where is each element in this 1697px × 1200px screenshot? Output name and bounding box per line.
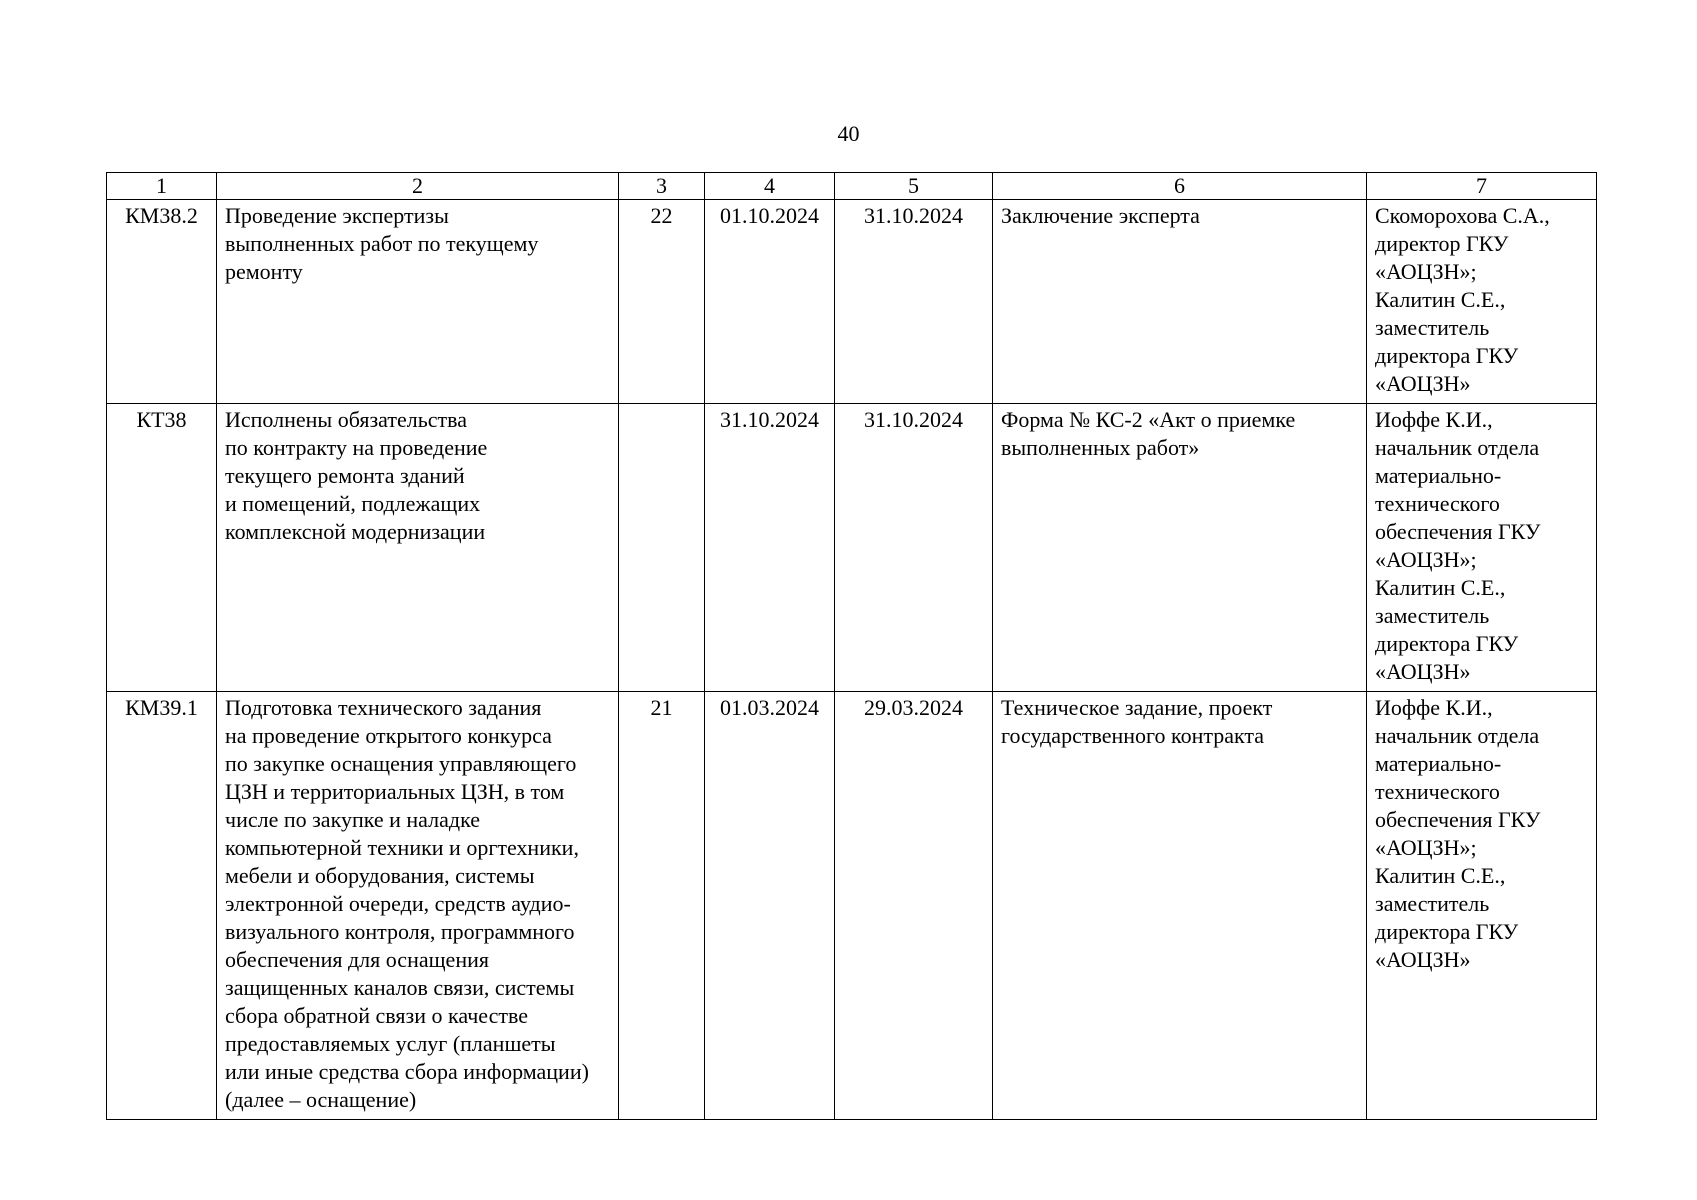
column-header: 7 — [1367, 173, 1597, 200]
table-row — [107, 404, 1597, 692]
cell-code: КТ38 — [107, 404, 217, 692]
cell-responsible: Скоморохова С.А., директор ГКУ «АОЦЗН»; Калитин С.Е., заместитель директора ГКУ «АОЦЗН» — [1367, 200, 1597, 404]
table-row — [107, 692, 1597, 1120]
cell-end-date: 29.03.2024 — [835, 692, 993, 1120]
column-header: 4 — [705, 173, 835, 200]
schedule-table — [106, 172, 1597, 1120]
cell-responsible: Иоффе К.И., начальник отдела материально- технического обеспечения ГКУ «АОЦЗН»; Калитин С.Е., заместитель директора ГКУ «АОЦЗН» — [1367, 404, 1597, 692]
cell-start-date: 01.10.2024 — [705, 200, 835, 404]
page-number: 40 — [837, 121, 860, 146]
column-header: 3 — [619, 173, 705, 200]
table-header-row — [107, 173, 1597, 200]
cell-name: Проведение экспертизы выполненных работ по текущему ремонту — [217, 200, 619, 404]
column-header: 5 — [835, 173, 993, 200]
cell-name: Подготовка технического задания на проведение открытого конкурса по закупке оснащения управляющего ЦЗН и территориальных ЦЗН, в том числе по закупке и наладке компьютерной техники и оргтехники, мебели и оборудования, системы электронной очереди, средств аудио- визуального контроля, программного обеспечения для оснащения защищенных каналов связи, системы сбора обратной связи о качестве предоставляемых услуг (планшеты или иные средства сбора информации) (далее – оснащение) — [217, 692, 619, 1120]
cell-code: КМ38.2 — [107, 200, 217, 404]
cell-code: КМ39.1 — [107, 692, 217, 1120]
cell-duration: 22 — [619, 200, 705, 404]
cell-duration: 21 — [619, 692, 705, 1120]
cell-result: Форма № КС-2 «Акт о приемке выполненных работ» — [993, 404, 1367, 692]
cell-start-date: 01.03.2024 — [705, 692, 835, 1120]
cell-result: Заключение эксперта — [993, 200, 1367, 404]
cell-responsible: Иоффе К.И., начальник отдела материально- технического обеспечения ГКУ «АОЦЗН»; Калитин С.Е., заместитель директора ГКУ «АОЦЗН» — [1367, 692, 1597, 1120]
cell-result: Техническое задание, проект государственного контракта — [993, 692, 1367, 1120]
column-header: 1 — [107, 173, 217, 200]
cell-end-date: 31.10.2024 — [835, 404, 993, 692]
cell-name: Исполнены обязательства по контракту на проведение текущего ремонта зданий и помещений, подлежащих комплексной модернизации — [217, 404, 619, 692]
cell-start-date: 31.10.2024 — [705, 404, 835, 692]
cell-end-date: 31.10.2024 — [835, 200, 993, 404]
column-header: 2 — [217, 173, 619, 200]
table-row — [107, 200, 1597, 404]
cell-duration — [619, 404, 705, 692]
column-header: 6 — [993, 173, 1367, 200]
